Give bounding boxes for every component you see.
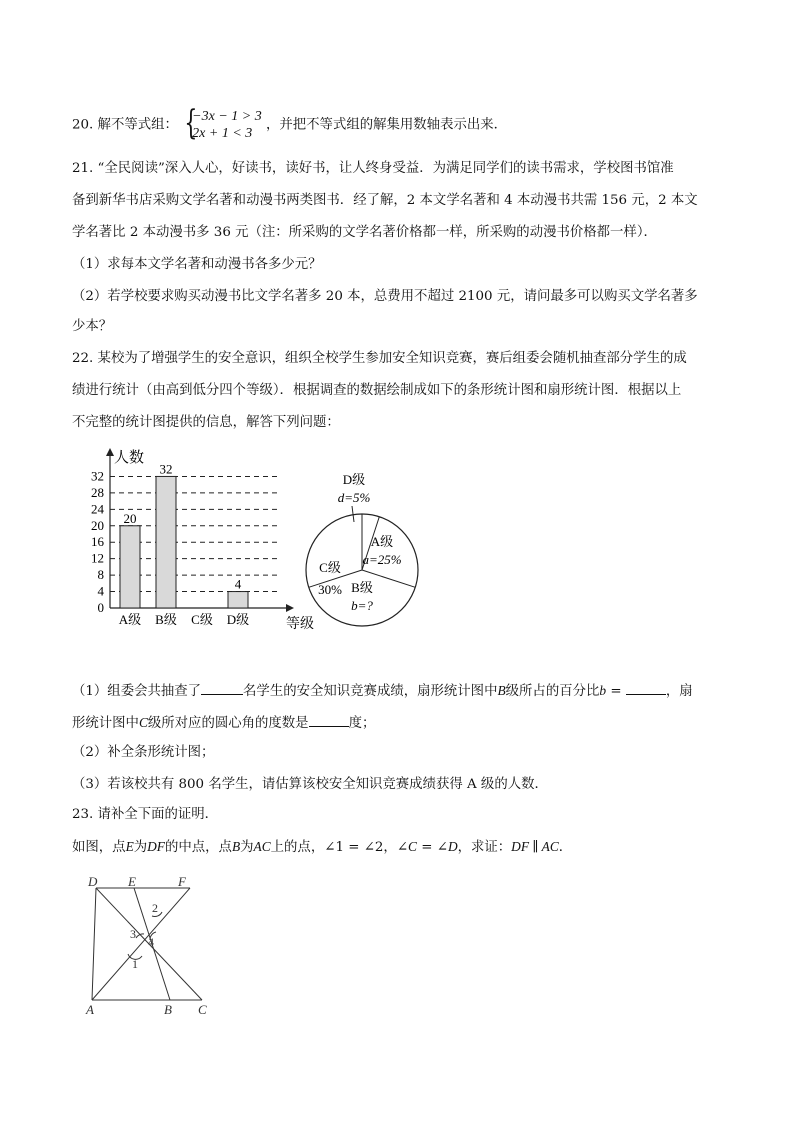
- y-tick-label: 32: [91, 468, 104, 484]
- q22-line1: 22. 某校为了增强学生的安全意识，组织全校学生参加安全知识竞赛，赛后组委会随机抽查部分学生的成: [72, 351, 687, 366]
- q22-sub1-line2-c: 级所对应的圆心角的度数是: [147, 716, 309, 731]
- point-label-b: B: [164, 1002, 172, 1017]
- q23-text-l: D: [447, 839, 458, 854]
- y-axis-label: 人数: [114, 450, 145, 466]
- point-label-f: F: [178, 874, 186, 889]
- bar: [120, 526, 140, 608]
- q21-line2: 备到新华书店采购文学名著和动漫书两类图书．经了解，2 本文学名著和 4 本动漫书共需 156 元，2 本文: [72, 193, 698, 208]
- q23-text-n: DF ∥ AC: [511, 839, 559, 854]
- q22-sub1-line2-a: 形统计图中: [72, 716, 139, 731]
- x-tick-label: C级: [191, 612, 213, 627]
- q23-text-j: C: [408, 839, 417, 854]
- x-tick-label: A级: [118, 612, 142, 627]
- q23-text-i: 上的点，∠1 = ∠2，∠: [270, 840, 409, 855]
- pie-label-pointer: [352, 506, 354, 522]
- point-label-d: D: [88, 874, 98, 889]
- q20-suffix: ，并把不等式组的解集用数轴表示出来．: [266, 117, 508, 133]
- pie-slice-value: b=?: [351, 598, 373, 613]
- pie-slice-label: A级: [370, 534, 394, 549]
- point-label-c: C: [198, 1002, 207, 1017]
- y-tick-label: 20: [91, 517, 104, 533]
- pie-slice-value: a=25%: [362, 552, 402, 567]
- q21-sub2-line1: （2）若学校要求购买动漫书比文学名著多 20 本，总费用不超过 2100 元，请问最多可以购买文学名著多: [72, 289, 698, 304]
- answer-blank-angle[interactable]: [309, 712, 349, 727]
- q22-sub3: （3）若该校共有 800 名学生，请估算该校安全知识竞赛成绩获得 A 级的人数．: [72, 777, 548, 792]
- geometry-figure: [82, 876, 222, 1018]
- q22-sub1-line2-b: C: [138, 715, 148, 730]
- q23-line1: 23. 请补全下面的证明．: [72, 807, 219, 822]
- q23-text-g: 为: [240, 840, 254, 855]
- pie-chart: [300, 460, 430, 636]
- q23-text-k: = ∠: [416, 840, 448, 855]
- y-tick-label: 8: [97, 567, 104, 583]
- q23-text-b: E: [125, 839, 134, 854]
- inequality-1: −3x − 1 > 3: [192, 109, 262, 124]
- inequality-system: [182, 103, 262, 143]
- q22-sub1-text-c: B: [497, 683, 506, 698]
- answer-blank-b[interactable]: [626, 680, 666, 695]
- q21-line1: 21. “全民阅读”深入人心，好读书，读好书，让人终身受益．为满足同学们的读书需求，学校图书馆准: [72, 161, 674, 176]
- y-tick-label: 16: [91, 534, 104, 550]
- bar-chart: [70, 442, 314, 638]
- bar: [228, 592, 248, 608]
- q22-sub1-line2-d: 度；: [348, 716, 376, 731]
- brace-icon: {: [184, 103, 198, 143]
- q23-text-m: ，求证：: [457, 840, 512, 855]
- q22-line2: 绩进行统计（由高到低分四个等级）．根据调查的数据绘制成如下的条形统计图和扇形统计图．根据以上: [72, 383, 682, 398]
- q22-sub1-text-a: （1）组委会共抽查了: [72, 684, 202, 699]
- pie-slice-value: 30%: [318, 582, 342, 597]
- angle-label-1: 1: [132, 957, 138, 971]
- y-tick-label: 0: [97, 600, 104, 615]
- q22-sub1-text-b: 名学生的安全知识竞赛成绩，扇形统计图中: [243, 684, 498, 699]
- bar-data-label: 32: [159, 461, 173, 477]
- q23-text-d: DF: [147, 839, 165, 854]
- inequality-2: 2x + 1 < 3: [192, 126, 253, 141]
- y-axis-arrow-icon: [106, 448, 114, 456]
- q22-sub2: （2）补全条形统计图；: [72, 745, 215, 760]
- q21-sub2-line2: 少本？: [72, 319, 113, 334]
- x-axis-label: 等级: [286, 617, 314, 632]
- q23-text-f: B: [231, 839, 241, 854]
- y-tick-label: 24: [91, 501, 104, 517]
- pie-slice-label: B级: [351, 580, 373, 595]
- answer-blank-total[interactable]: [201, 680, 243, 695]
- q21-sub1: （1）求每本文学名著和动漫书各多少元？: [72, 257, 322, 272]
- q22-sub1-text-f: =: [606, 684, 626, 699]
- y-tick-label: 12: [91, 550, 104, 566]
- q23-text-h: AC: [253, 839, 271, 854]
- y-tick-label: 4: [97, 583, 104, 599]
- q22-sub1-line2: [72, 712, 375, 733]
- x-tick-label: B级: [155, 612, 177, 627]
- q22-line3: 不完整的统计图提供的信息，解答下列问题：: [72, 415, 340, 430]
- pie-slice-value: d=5%: [337, 490, 371, 505]
- segment-fa: [92, 888, 190, 1000]
- angle-label-3: 3: [130, 927, 136, 941]
- angle-label-2: 2: [152, 901, 158, 915]
- y-tick-label: 28: [91, 484, 104, 500]
- question-20: [72, 103, 508, 143]
- q22-sub1-text-g: ，扇: [665, 684, 693, 699]
- q22-sub1-line1: [72, 680, 693, 701]
- q23-text-a: 如图，点: [72, 840, 126, 855]
- q23-text-c: 为: [133, 840, 148, 855]
- q20-prefix: 20. 解不等式组：: [72, 117, 178, 133]
- segment-da: [92, 888, 96, 1000]
- x-axis-arrow-icon: [286, 604, 294, 612]
- q23-text-e: 的中点，点: [165, 840, 232, 855]
- pie-slice-label: C级: [319, 560, 341, 575]
- q23-line2: [72, 838, 572, 857]
- pie-slice-label: D级: [342, 472, 366, 487]
- q23-text-o: ．: [558, 840, 573, 855]
- point-label-a: A: [86, 1002, 94, 1017]
- x-tick-label: D级: [226, 612, 250, 627]
- bar-data-label: 20: [123, 510, 137, 526]
- q22-sub1-text-d: 级所占的百分比: [505, 684, 600, 699]
- bar: [156, 476, 176, 608]
- q21-line3: 学名著比 2 本动漫书多 36 元（注：所采购的文学名著价格都一样，所采购的动漫书价格都一样）．: [72, 225, 657, 240]
- point-label-e: E: [128, 874, 136, 889]
- angle-label-4: 4: [148, 935, 154, 949]
- bar-data-label: 4: [234, 576, 242, 592]
- q22-sub1-text-e: b: [599, 683, 607, 698]
